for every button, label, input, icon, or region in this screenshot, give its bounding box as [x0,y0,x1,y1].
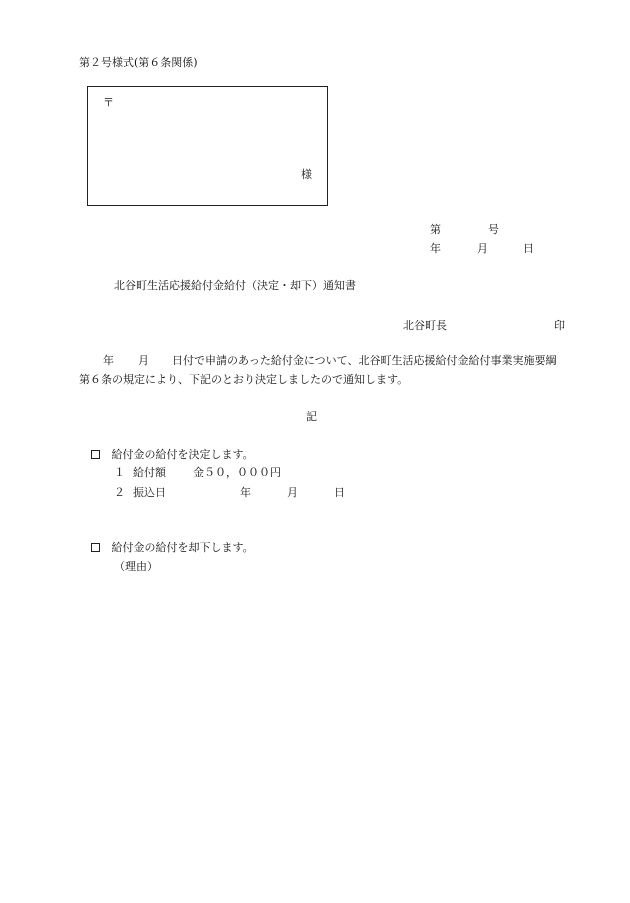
rejection-checkbox[interactable] [91,543,100,552]
item1-value: 金５０，０００円 [193,466,281,479]
doc-number-go: 号 [488,223,499,236]
item1-number: １ [114,466,125,479]
date-year: 年 [430,242,441,255]
document-title: 北谷町生活応援給付金給付（決定・却下）通知書 [114,279,356,292]
rejection-label: 給付金の給付を却下します。 [111,541,254,554]
item2-number: ２ [114,486,125,499]
postal-mark: 〒 [103,96,114,109]
item2-day: 日 [334,486,345,499]
item1-label: 給付額 [133,466,166,479]
ki-heading: 記 [306,410,317,423]
body-month: 月 [138,354,149,367]
item2-month: 月 [287,486,298,499]
address-box [87,86,328,206]
item2-label: 振込日 [133,486,166,499]
date-day: 日 [523,242,534,255]
item2-year: 年 [240,486,251,499]
decision-row [91,449,254,460]
doc-number-dai: 第 [430,223,441,236]
body-line1: 日付で申請のあった給付金について、北谷町生活応援給付金給付事業実施要綱 [172,354,557,367]
body-year: 年 [103,354,114,367]
honorific-sama: 様 [301,168,312,181]
form-number: 第２号様式(第６条関係) [79,56,198,69]
rejection-reason-label: （理由） [114,560,158,573]
issuer-name: 北谷町長 [403,319,447,332]
decision-label: 給付金の給付を決定します。 [111,448,254,461]
issuer-seal: 印 [554,319,565,332]
date-month: 月 [477,242,488,255]
body-line2: 第６条の規定により、下記のとおり決定しましたので通知します。 [79,373,409,386]
rejection-row [91,542,254,553]
decision-checkbox[interactable] [91,450,100,459]
